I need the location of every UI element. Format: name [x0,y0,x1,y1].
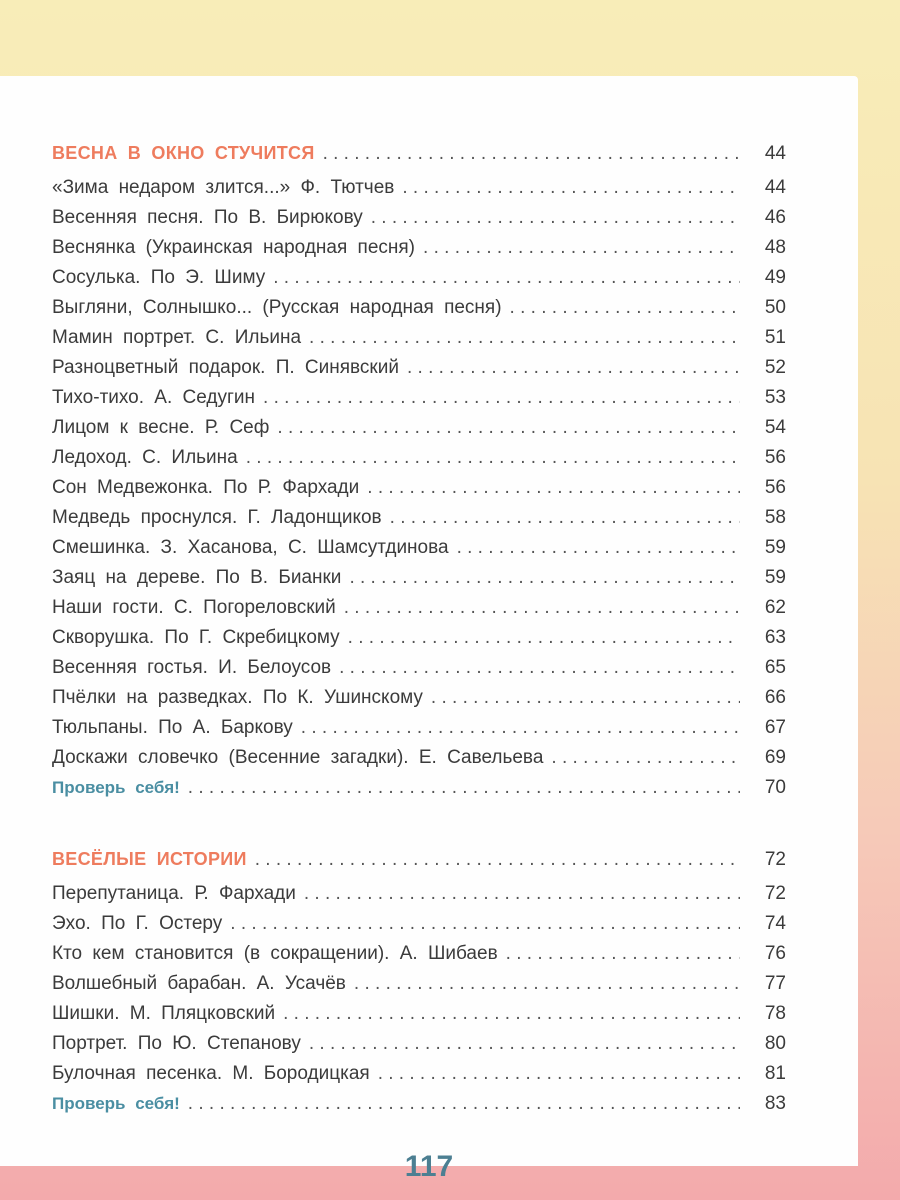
toc-entry[interactable] [52,597,786,627]
check-yourself-entry[interactable] [52,777,786,807]
entry-title: Веснянка (Украинская народная песня) [52,237,416,258]
page-number: 117 [404,1150,454,1183]
dot-leader [344,597,740,619]
entry-title: Весенняя песня. По В. Бирюкову [52,207,363,228]
dot-leader [188,777,740,799]
entry-page: 52 [764,357,786,378]
toc-entry[interactable] [52,1003,786,1033]
toc-entry[interactable] [52,687,786,717]
entry-page: 58 [764,507,786,528]
entry-title: ВЕСНА В ОКНО СТУЧИТСЯ [52,143,315,163]
entry-page: 70 [764,777,786,798]
entry-title: Проверь себя! [52,1094,180,1113]
entry-page: 54 [764,417,786,438]
entry-page: 51 [764,327,786,348]
dot-leader [255,849,740,871]
entry-page: 48 [764,237,786,258]
dot-leader [277,417,740,439]
dot-leader [301,717,740,739]
entry-title: Заяц на дереве. По В. Бианки [52,567,342,588]
dot-leader [230,913,740,935]
entry-title: Разноцветный подарок. П. Синявский [52,357,399,378]
entry-title: Перепутаница. Р. Фархади [52,883,296,904]
dot-leader [323,143,740,165]
toc-entry[interactable] [52,327,786,357]
entry-title: Эхо. По Г. Остеру [52,913,223,934]
dot-leader [510,297,740,319]
entry-page: 76 [764,943,786,964]
toc-entry[interactable] [52,207,786,237]
entry-title: Сон Медвежонка. По Р. Фархади [52,477,360,498]
entry-page: 78 [764,1003,786,1024]
dot-leader [390,507,740,529]
dot-leader [402,177,740,199]
dot-leader [304,883,740,905]
toc-entry[interactable] [52,567,786,597]
toc-entry[interactable] [52,267,786,297]
entry-page: 53 [764,387,786,408]
dot-leader [309,327,740,349]
entry-title: Наши гости. С. Погореловский [52,597,336,618]
check-yourself-entry[interactable] [52,1093,786,1123]
entry-title: Тюльпаны. По А. Баркову [52,717,293,738]
toc-entry[interactable] [52,387,786,417]
entry-title: Весенняя гостья. И. Белоусов [52,657,332,678]
dot-leader [423,237,740,259]
dot-leader [339,657,740,679]
entry-page: 46 [764,207,786,228]
dot-leader [188,1093,740,1115]
dot-leader [349,567,740,589]
entry-page: 62 [764,597,786,618]
entry-title: Проверь себя! [52,778,180,797]
entry-title: Булочная песенка. М. Бородицкая [52,1063,370,1084]
entry-title: Смешинка. З. Хасанова, С. Шамсутдинова [52,537,449,558]
toc-entry[interactable] [52,1063,786,1093]
entry-title: Сосулька. По Э. Шиму [52,267,266,288]
entry-title: Медведь проснулся. Г. Ладонщиков [52,507,382,528]
entry-title: Мамин портрет. С. Ильина [52,327,302,348]
toc-entry[interactable] [52,657,786,687]
entry-title: Пчёлки на разведках. По К. Ушинскому [52,687,423,708]
toc-entry[interactable] [52,1033,786,1063]
section-gap [52,807,786,849]
toc-entry[interactable] [52,177,786,207]
entry-page: 63 [764,627,786,648]
entry-page: 69 [764,747,786,768]
entry-title: Кто кем становится (в сокращении). А. Шибаев [52,943,498,964]
entry-page: 50 [764,297,786,318]
dot-leader [354,973,740,995]
entry-title: Выгляни, Солнышко... (Русская народная песня) [52,297,502,318]
dot-leader [378,1063,740,1085]
dot-leader [283,1003,740,1025]
toc-entry[interactable] [52,747,786,777]
entry-page: 66 [764,687,786,708]
entry-page: 74 [764,913,786,934]
entry-title: Портрет. По Ю. Степанову [52,1033,301,1054]
dot-leader [407,357,740,379]
entry-title: Скворушка. По Г. Скребицкому [52,627,340,648]
toc-entry[interactable] [52,913,786,943]
entry-title: Лицом к весне. Р. Сеф [52,417,270,438]
entry-page: 72 [764,849,786,870]
toc-entry[interactable] [52,297,786,327]
entry-page: 44 [764,143,786,164]
entry-page: 59 [764,567,786,588]
section-heading[interactable] [52,143,786,177]
entry-page: 77 [764,973,786,994]
toc-entry[interactable] [52,717,786,747]
entry-page: 49 [764,267,786,288]
entry-title: «Зима недаром злится...» Ф. Тютчев [52,177,395,198]
entry-page: 65 [764,657,786,678]
toc-entry[interactable] [52,477,786,507]
entry-title: Волшебный барабан. А. Усачёв [52,973,346,994]
table-of-contents [52,143,786,1123]
toc-entry[interactable] [52,237,786,267]
toc-entry[interactable] [52,973,786,1003]
dot-leader [457,537,740,559]
dot-leader [367,477,740,499]
entry-title: Шишки. М. Пляцковский [52,1003,276,1024]
section-heading[interactable] [52,849,786,883]
toc-entry[interactable] [52,417,786,447]
entry-page: 80 [764,1033,786,1054]
toc-entry[interactable] [52,507,786,537]
entry-title: Тихо-тихо. А. Седугин [52,387,256,408]
dot-leader [431,687,740,709]
entry-page: 56 [764,477,786,498]
toc-entry[interactable] [52,537,786,567]
entry-page: 83 [764,1093,786,1114]
entry-page: 67 [764,717,786,738]
entry-page: 56 [764,447,786,468]
entry-page: 59 [764,537,786,558]
entry-title: Доскажи словечко (Весенние загадки). Е. Савельева [52,747,544,768]
entry-page: 44 [764,177,786,198]
toc-entry[interactable] [52,447,786,477]
toc-entry[interactable] [52,357,786,387]
entry-title: ВЕСЁЛЫЕ ИСТОРИИ [52,849,247,869]
dot-leader [348,627,740,649]
dot-leader [506,943,740,965]
dot-leader [551,747,740,769]
toc-entry[interactable] [52,883,786,913]
toc-entry[interactable] [52,943,786,973]
dot-leader [309,1033,740,1055]
dot-leader [273,267,740,289]
dot-leader [371,207,740,229]
dot-leader [263,387,740,409]
entry-page: 81 [764,1063,786,1084]
entry-page: 72 [764,883,786,904]
toc-entry[interactable] [52,627,786,657]
entry-title: Ледоход. С. Ильина [52,447,238,468]
dot-leader [246,447,740,469]
